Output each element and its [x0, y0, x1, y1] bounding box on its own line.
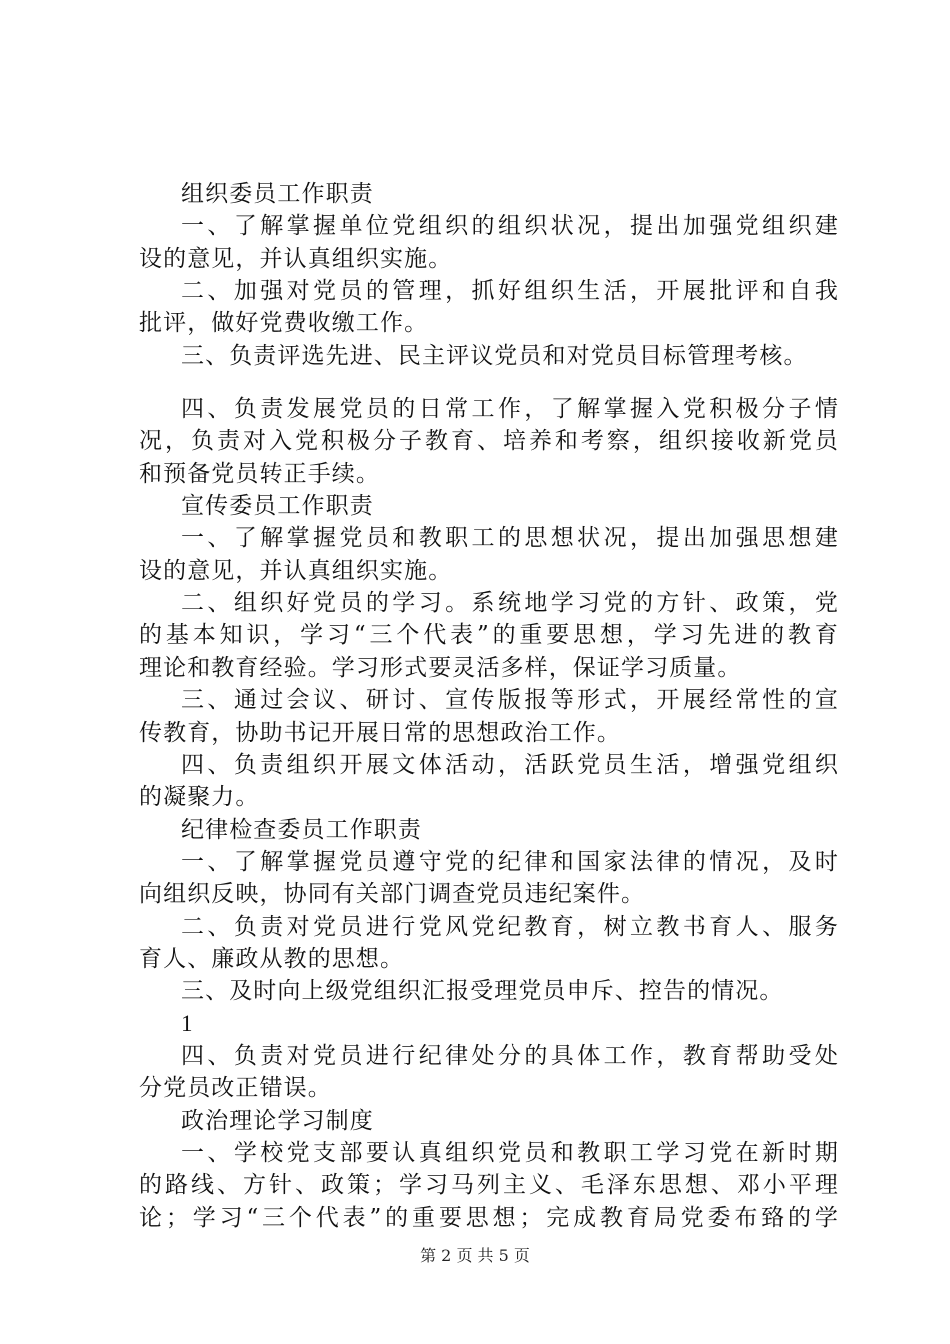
section-heading-study-system: 政治理论学习制度 [181, 1107, 374, 1134]
paragraph-line: 论；学习“三个代表”的重要思想；完成教育局党委布臵的学 [139, 1204, 839, 1231]
paragraph-line: 四、负责组织开展文体活动，活跃党员生活，增强党组织 [181, 751, 839, 778]
paragraph-line: 的路线、方针、政策；学习马列主义、毛泽东思想、邓小平理 [139, 1172, 839, 1199]
paragraph-line: 理论和教育经验。学习形式要灵活多样，保证学习质量。 [139, 654, 742, 681]
paragraph-line: 批评，做好党费收缴工作。 [139, 310, 429, 337]
section-heading-propaganda: 宣传委员工作职责 [181, 493, 374, 520]
paragraph-line: 四、负责对党员进行纪律处分的具体工作，教育帮助受处 [181, 1042, 839, 1069]
paragraph-line: 四、负责发展党员的日常工作，了解掌握入党积极分子情 [181, 396, 839, 423]
document-body [139, 178, 839, 1234]
paragraph-line: 二、负责对党员进行党风党纪教育，树立教书育人、服务 [181, 913, 839, 940]
paragraph-line: 分党员改正错误。 [139, 1075, 332, 1102]
paragraph-line: 一、了解掌握单位党组织的组织状况，提出加强党组织建 [181, 213, 839, 240]
paragraph-line: 一、了解掌握党员和教职工的思想状况，提出加强思想建 [181, 525, 839, 552]
paragraph-line: 况，负责对入党积极分子教育、培养和考察，组织接收新党员 [139, 428, 839, 455]
paragraph-line: 和预备党员转正手续。 [139, 460, 380, 487]
section-heading-organization: 组织委员工作职责 [181, 181, 374, 207]
page-footer: 第 2 页 共 5 页 [420, 1246, 530, 1265]
paragraph-line: 育人、廉政从教的思想。 [139, 945, 405, 972]
paragraph-line: 向组织反映，协同有关部门调查党员违纪案件。 [139, 881, 646, 908]
paragraph-line: 二、加强对党员的管理，抓好组织生活，开展批评和自我 [181, 278, 839, 305]
section-heading-discipline: 纪律检查委员工作职责 [181, 816, 422, 843]
paragraph-line: 三、负责评选先进、民主评议党员和对党员目标管理考核。 [181, 342, 808, 369]
paragraph-line: 三、通过会议、研讨、宣传版报等形式，开展经常性的宣 [181, 687, 839, 714]
paragraph-gap [139, 372, 839, 393]
paragraph-line: 设的意见，并认真组织实施。 [139, 557, 453, 584]
paragraph-line: 二、组织好党员的学习。系统地学习党的方针、政策，党 [181, 590, 839, 617]
paragraph-line: 传教育，协助书记开展日常的思想政治工作。 [139, 719, 621, 746]
paragraph-line: 三、及时向上级党组织汇报受理党员申斥、控告的情况。 [181, 978, 784, 1005]
inline-page-number: 1 [181, 1010, 194, 1036]
paragraph-line: 设的意见，并认真组织实施。 [139, 245, 453, 272]
paragraph-line: 的基本知识，学习“三个代表”的重要思想，学习先进的教育 [139, 622, 839, 649]
paragraph-line: 的凝聚力。 [139, 784, 260, 811]
paragraph-line: 一、学校党支部要认真组织党员和教职工学习党在新时期 [181, 1139, 839, 1166]
paragraph-line: 一、了解掌握党员遵守党的纪律和国家法律的情况，及时 [181, 848, 839, 875]
